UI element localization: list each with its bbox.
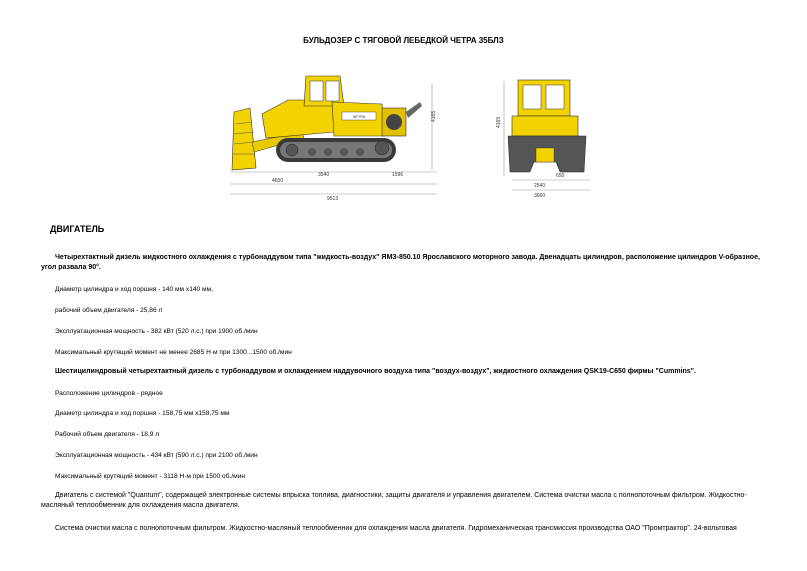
engine1-spec-volume: рабочий объем двигателя - 25,86 л bbox=[55, 307, 163, 314]
engine1-intro: Четырехтактный дизель жидкостного охлаждения с турбонаддувом типа "жидкость-воздух" ЯМЗ-850.10 Ярославского моторного завода. Двенадцать цилиндров, расположение цилиндров V-образное, угол развала 90°. bbox=[41, 254, 760, 271]
dim-3660: 3660 bbox=[534, 193, 546, 199]
engine2-spec-layout: Расположение цилиндров - рядное bbox=[55, 390, 163, 397]
engine1-spec-bore: Диаметр цилиндра и ход поршня - 140 мм х140 мм, bbox=[55, 286, 213, 293]
dim-3540: 3540 bbox=[318, 172, 330, 178]
dim-4165-front: 4165 bbox=[496, 116, 502, 128]
engine2-spec-torque: Максимальный крутящий момент - 3118 Н·м при 1500 об./мин bbox=[55, 473, 246, 480]
dim-1596: 1596 bbox=[392, 172, 404, 178]
section-heading-engine: ДВИГАТЕЛЬ bbox=[50, 224, 105, 234]
paragraph-quantum: Двигатель с системой "Quantum", содержащей электронные системы впрыска топлива, диагностики, защиты двигателя и управления двигателем. Система очистки масла с полнопоточным фильтром. Жидкостно-масляный теплообменник для охлаждения масла двигателя. bbox=[41, 492, 747, 509]
engine1-spec-power: Эксплуатационная мощность - 382 кВт (520 л.с.) при 1900 об./мин bbox=[55, 328, 258, 335]
dim-4650: 4650 bbox=[272, 178, 284, 184]
bulldozer-side-view bbox=[222, 72, 442, 204]
engine2-spec-volume: Рабочий объем двигателя - 18,9 л bbox=[55, 431, 160, 438]
dim-650: 650 bbox=[556, 173, 565, 179]
engine2-intro: Шестицилиндровый четырехтактный дизель с турбонаддувом и охлаждением наддувочного воздуха типа "воздух-воздух", жидкостного охлаждения QSK19-C650 фирмы "Cummins". bbox=[55, 368, 696, 375]
engine1-spec-torque: Максимальный крутящий момент не менее 2685 Н·м при 1300...1500 об./мин bbox=[55, 349, 292, 356]
dim-4165-side: 4165 bbox=[431, 110, 437, 122]
dim-2540: 2540 bbox=[534, 183, 546, 189]
engine2-spec-bore: Диаметр цилиндра и ход поршня - 158,75 мм х158,75 мм bbox=[55, 410, 230, 417]
dim-9513: 9513 bbox=[327, 196, 339, 202]
brand-label: ЧЕТРА bbox=[352, 114, 366, 119]
engine2-spec-power: Эксплуатационная мощность - 434 кВт (590 л.с.) при 2100 об./мин bbox=[55, 452, 258, 459]
bulldozer-front-view bbox=[490, 76, 600, 200]
page-title: БУЛЬДОЗЕР С ТЯГОВОЙ ЛЕБЕДКОЙ ЧЕТРА 35БЛЗ bbox=[303, 36, 504, 45]
paragraph-transmission: Система очистки масла с полнопоточным фильтром. Жидкостно-масляный теплообменник для охлаждения масла двигателя. Гидромеханическая трансмиссия производства ОАО "Промтрактор". 24-вольтовая bbox=[55, 525, 737, 532]
